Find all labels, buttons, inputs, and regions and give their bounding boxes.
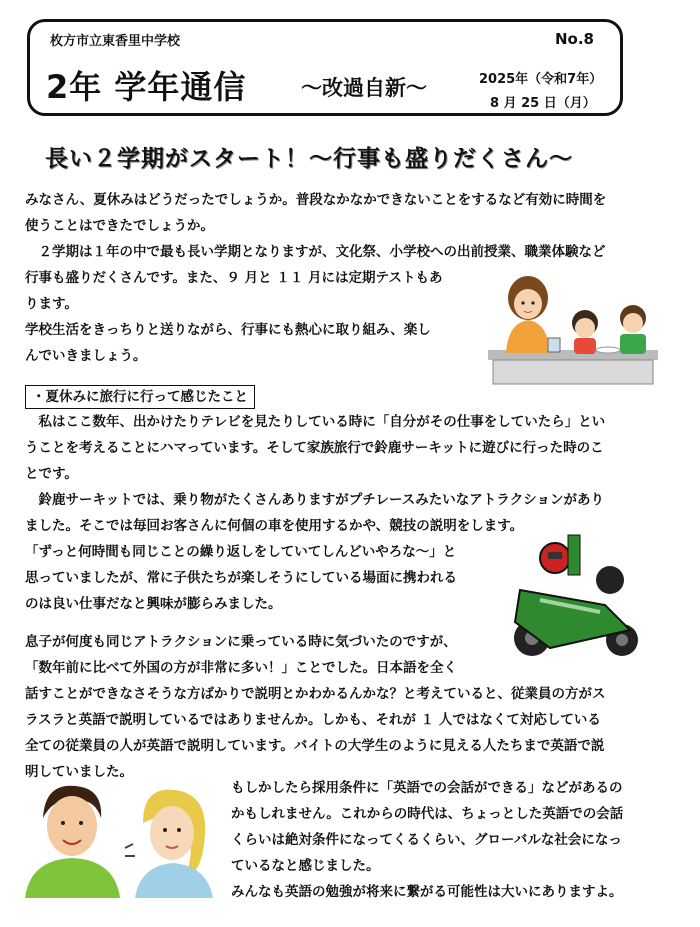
- article-line: かもしれません。これからの時代は、ちょっとした英語での会話: [231, 806, 624, 822]
- issue-number: No.8: [555, 30, 594, 48]
- article-line: 私はここ数年、出かけたりテレビを見たりしている時に「自分がその仕事をしていたら」とい: [25, 414, 606, 430]
- article-line: とです。: [25, 466, 78, 482]
- article-line: 全ての従業員の人が英語で説明しています。バイトの大学生のように見える人たちまで英語で説: [25, 738, 605, 754]
- school-name: 枚方市立東香里中学校: [50, 34, 181, 49]
- newsletter-subtitle: ～改過自新～: [301, 76, 427, 100]
- article-line: 「ずっと何時間も同じことの繰り返しをしていてしんどいやろな～」と: [25, 544, 457, 560]
- headline: 長い２学期がスタート！～行事も盛りだくさん～: [45, 146, 573, 172]
- article-line: 鈴鹿サーキットでは、乗り物がたくさんありますがプチレースみたいなアトラクションがあり: [25, 492, 605, 508]
- article-line: ラスラと英語で説明しているではありませんか。しかも、それが １ 人ではなくて対応している: [25, 712, 601, 728]
- article-line: みんなも英語の勉強が将来に繋がる可能性は大いにありますよ。: [231, 884, 623, 900]
- race-car-illustration: [510, 530, 640, 660]
- article-line: 話すことができなさそうな方ばかりで説明とかわかるんかな？と考えていると、従業員の方がス: [25, 686, 606, 702]
- intro-line: んでいきましょう。: [25, 348, 147, 364]
- article-line: もしかしたら採用条件に「英語での会話ができる」などがあるの: [231, 780, 623, 796]
- article-line: 明していました。: [25, 764, 133, 780]
- article-line: ているなと感じました。: [231, 858, 380, 874]
- teacher-children-illustration: [488, 268, 658, 386]
- article-line: うことを考えることにハマっています。そして家族旅行で鈴鹿サーキットに遊びに行った時のこ: [25, 440, 604, 456]
- article-line: ました。そこでは毎回お客さんに何個の車を使用するかや、競技の説明をします。: [25, 518, 524, 534]
- date-day: 8 月 25 日（月）: [490, 96, 596, 111]
- date-year: 2025年（令和7年）: [479, 72, 603, 87]
- intro-line: みなさん、夏休みはどうだったでしょうか。普段なかなかできないことをするなど有効に時間を: [25, 192, 607, 208]
- article-line: 「数年前に比べて外国の方が非常に多い！」ことでした。日本語を全く: [25, 660, 457, 676]
- section-title: ・夏休みに旅行に行って感じたこと: [25, 385, 255, 409]
- conversation-illustration: [25, 778, 215, 898]
- intro-line: 行事も盛りだくさんです。また、９ 月と １１ 月には定期テストもあ: [25, 270, 443, 286]
- article-line: 思っていましたが、常に子供たちが楽しそうにしている場面に携われる: [25, 570, 457, 586]
- article-line: のは良い仕事だなと興味が膨らみました。: [25, 596, 282, 612]
- article-line: 息子が何度も同じアトラクションに乗っている時に気づいたのですが、: [25, 634, 457, 650]
- intro-line: 学校生活をきっちりと送りながら、行事にも熱心に取り組み、楽し: [25, 322, 431, 338]
- intro-line: ２学期は１年の中で最も長い学期となりますが、文化祭、小学校への出前授業、職業体験など: [25, 244, 606, 260]
- newsletter-title: 2年 学年通信: [46, 68, 247, 106]
- intro-line: ります。: [25, 296, 78, 312]
- article-line: くらいは絶対条件になってくるくらい、グローバルな社会になっ: [231, 832, 622, 848]
- newsletter-header: [27, 19, 623, 116]
- intro-line: 使うことはできたでしょうか。: [25, 218, 214, 234]
